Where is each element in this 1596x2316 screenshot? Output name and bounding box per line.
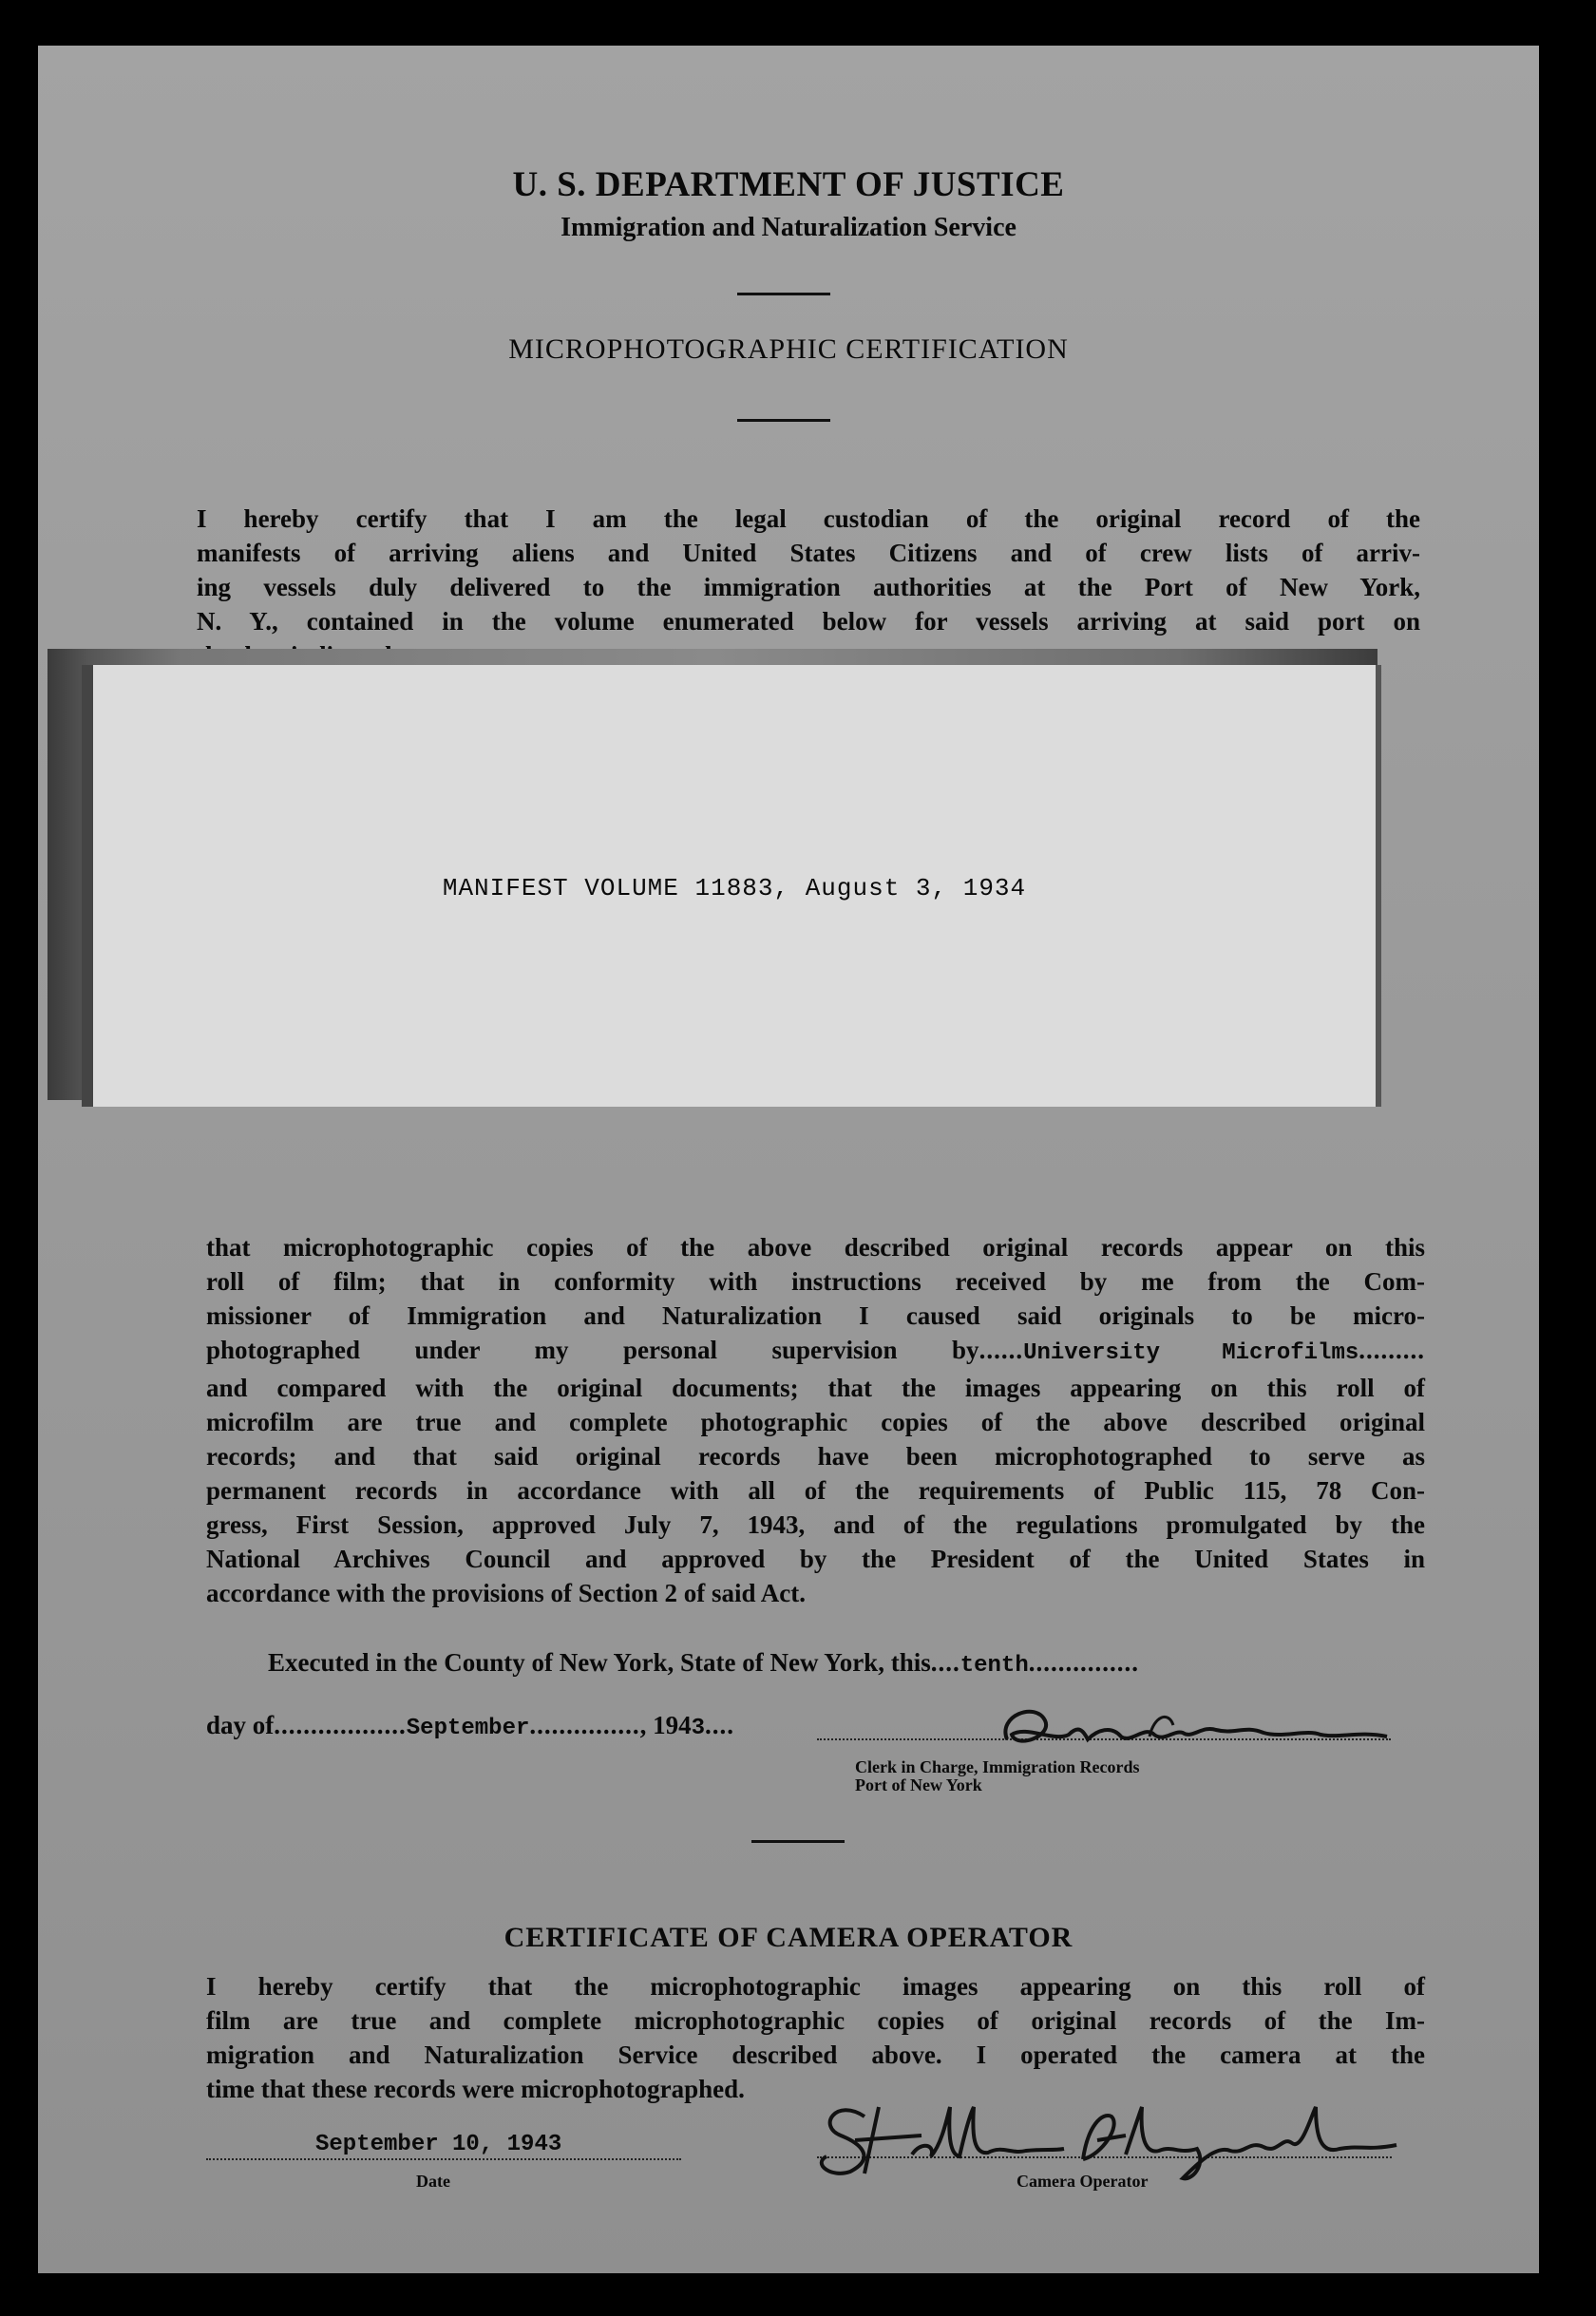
dotted-leader: ...... <box>978 1336 1024 1364</box>
intro-line: ing vessels duly delivered to the immigration authorities at the Port of New York, <box>197 573 1420 601</box>
camera-operator-certificate-title: CERTIFICATE OF CAMERA OPERATOR <box>504 1922 1074 1953</box>
operator-line: migration and Naturalization Service described above. I operated the camera at the <box>206 2041 1425 2069</box>
dotted-leader: ............... <box>529 1711 640 1739</box>
manifest-slip <box>93 665 1376 1107</box>
body-line: that microphotographic copies of the above described original records appear on this <box>206 1233 1425 1262</box>
dotted-leader: ............... <box>1028 1648 1139 1677</box>
date-label: Date <box>416 2172 450 2191</box>
body-line: missioner of Immigration and Naturalization I caused said originals to be micro- <box>206 1301 1425 1330</box>
camera-operator-signature <box>798 2088 1406 2183</box>
clerk-title-line: Port of New York <box>855 1775 982 1794</box>
executed-line <box>268 1648 1425 1679</box>
intro-line: N. Y., contained in the volume enumerated below for vessels arriving at said port on <box>197 607 1420 636</box>
executed-month: September <box>406 1716 530 1741</box>
body-line: National Archives Council and approved by the President of the United States in <box>206 1545 1425 1573</box>
department-heading: U. S. DEPARTMENT OF JUSTICE <box>512 165 1065 204</box>
body-line: accordance with the provisions of Section 2 of said Act. <box>206 1579 806 1607</box>
day-of-line <box>206 1711 734 1741</box>
manifest-volume-label: MANIFEST VOLUME 11883, August 3, 1934 <box>442 874 1027 902</box>
year-digit: 3 <box>691 1716 706 1741</box>
certificate-document <box>38 46 1539 2273</box>
operator-line: I hereby certify that the microphotographic images appearing on this roll of <box>206 1972 1425 2001</box>
executed-prefix: Executed in the County of New York, State of New York, this <box>268 1648 931 1677</box>
dotted-leader: ......... <box>1358 1336 1425 1364</box>
certification-body-paragraph <box>206 1230 1425 1610</box>
body-line: and compared with the original documents; that the images appearing on this roll of <box>206 1374 1425 1402</box>
body-line: roll of film; that in conformity with instructions received by me from the Com- <box>206 1267 1425 1296</box>
executed-day: tenth <box>960 1653 1029 1679</box>
dotted-leader: .... <box>930 1648 960 1677</box>
body-line: gress, First Session, approved July 7, 1943, and of the regulations promulgated by the <box>206 1510 1425 1539</box>
operator-line: film are true and complete microphotographic copies of original records of the Im- <box>206 2006 1425 2035</box>
divider-rule <box>737 419 830 422</box>
intro-paragraph <box>197 502 1420 673</box>
body-line: records; and that said original records have been microphotographed to serve as <box>206 1442 1425 1471</box>
clerk-title-line: Clerk in Charge, Immigration Records <box>855 1757 1140 1776</box>
divider-rule <box>751 1840 845 1843</box>
body-line: permanent records in accordance with all of the requirements of Public 115, 78 Con- <box>206 1476 1425 1505</box>
body-line: microfilm are true and complete photographic copies of the above described original <box>206 1408 1425 1436</box>
dotted-leader: .... <box>705 1711 735 1739</box>
intro-line: manifests of arriving aliens and United States Citizens and of crew lists of arriv- <box>197 539 1420 567</box>
camera-operator-label: Camera Operator <box>1016 2172 1149 2191</box>
operator-line: time that these records were microphotographed. <box>206 2075 745 2103</box>
dotted-leader: .................. <box>274 1711 407 1739</box>
service-subheading: Immigration and Naturalization Service <box>560 213 1016 242</box>
intro-line: I hereby certify that I am the legal custodian of the original record of the <box>197 504 1420 533</box>
year-prefix: , 194 <box>639 1711 692 1739</box>
camera-operator-paragraph <box>206 1969 1425 2106</box>
divider-rule <box>737 293 830 295</box>
photographer-name: University Microfilms <box>1023 1340 1359 1366</box>
clerk-title <box>855 1758 1139 1794</box>
body-line-prefix: photographed under my personal supervision by <box>206 1336 979 1364</box>
day-of-label: day of <box>206 1711 275 1739</box>
clerk-signature <box>978 1697 1396 1763</box>
operator-date-value: September 10, 1943 <box>315 2132 562 2157</box>
certification-title: MICROPHOTOGRAPHIC CERTIFICATION <box>508 333 1069 365</box>
body-line-photographer <box>206 1333 1425 1371</box>
